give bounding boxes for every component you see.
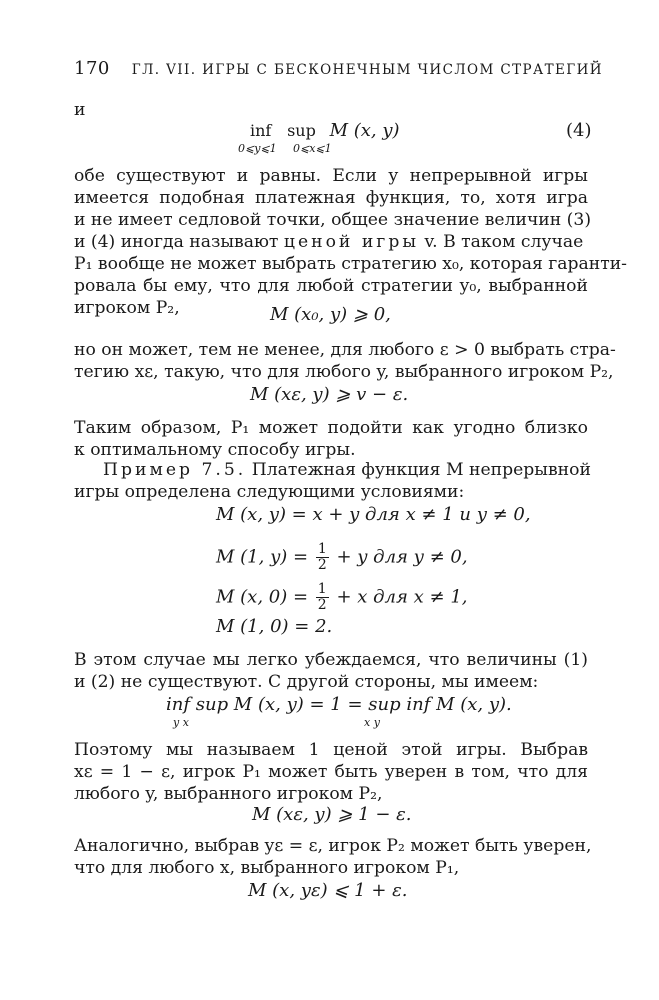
inequality: M (x₀, y) ⩾ 0, [270,304,391,325]
text-line: что для любого x, выбранного игроком P₁, [74,858,460,878]
equation-subscript: x y [364,716,380,729]
fraction: $\frac{1}{2}$ [317,541,327,573]
example-label: Пример 7.5. [103,460,247,480]
text-line: В этом случае мы легко убеждаемся, что величины (1) [74,650,588,670]
text-line: и [74,100,86,120]
text-line: имеется подобная платежная функция, то, хотя игра [74,188,588,208]
text-line: любого y, выбранного игроком P₂, [74,784,383,804]
equation-4: inf sup M (x, y) [250,120,400,141]
inequality: M (x, yε) ⩽ 1 + ε. [248,880,408,901]
equation-4-inf-subscript: 0⩽y⩽1 [238,142,277,155]
text-line: и (2) не существуют. С другой стороны, мы имеем: [74,672,539,692]
text-line: к оптимальному способу игры. [74,440,356,460]
equation-subscript: y x [173,716,189,729]
emphasis-term: ценой игры [283,232,419,252]
text-line: Таким образом, P₁ может подойти как угодно близко [74,418,588,438]
text-line: и (4) иногда называют ценой игры v. В таком случае [74,232,584,252]
text-line: и не имеет седловой точки, общее значение величин (3) [74,210,592,230]
case-line: M (1, y) = $\frac{1}{2}$ + y для y ≠ 0, [216,541,468,573]
page-number: 170 [74,58,110,79]
text-line: тегию xε, такую, что для любого y, выбранного игроком P₂, [74,362,614,382]
text-line: xε = 1 − ε, игрок P₁ может быть уверен в том, что для [74,762,588,782]
equation-4-sup-subscript: 0⩽x⩽1 [293,142,332,155]
inequality: M (xε, y) ⩾ 1 − ε. [252,804,412,825]
case-line: M (1, 0) = 2. [216,616,333,637]
running-header [74,58,603,79]
text-line: игры определена следующими условиями: [74,482,465,502]
fraction: $\frac{1}{2}$ [317,581,327,613]
text-line: обе существуют и равны. Если у непрерывной игры [74,166,588,186]
text-line: Пример 7.5. Платежная функция M непрерывной [103,460,591,480]
case-line: M (x, y) = x + y для x ≠ 1 и y ≠ 0, [216,504,531,525]
inequality: M (xε, y) ⩾ v − ε. [250,384,409,405]
equation-number: (4) [566,120,592,141]
text-line: Аналогично, выбрав yε = ε, игрок P₂ может быть уверен, [74,836,592,856]
case-line: M (x, 0) = $\frac{1}{2}$ + x для x ≠ 1, [216,581,468,613]
text-line: P₁ вообще не может выбрать стратегию x₀, которая гаранти- [74,254,627,274]
text-line: игроком P₂, [74,298,180,318]
text-line: ровала бы ему, что для любой стратегии y₀, выбранной [74,276,588,296]
text-line: но он может, тем не менее, для любого ε > 0 выбрать стра- [74,340,616,360]
running-title: ГЛ. VII. ИГРЫ С БЕСКОНЕЧНЫМ ЧИСЛОМ СТРАТЕГИЙ [131,62,603,78]
minimax-equation: inf sup M (x, y) = 1 = sup inf M (x, y). [166,694,512,715]
text-line: Поэтому мы называем 1 ценой этой игры. Выбрав [74,740,588,760]
